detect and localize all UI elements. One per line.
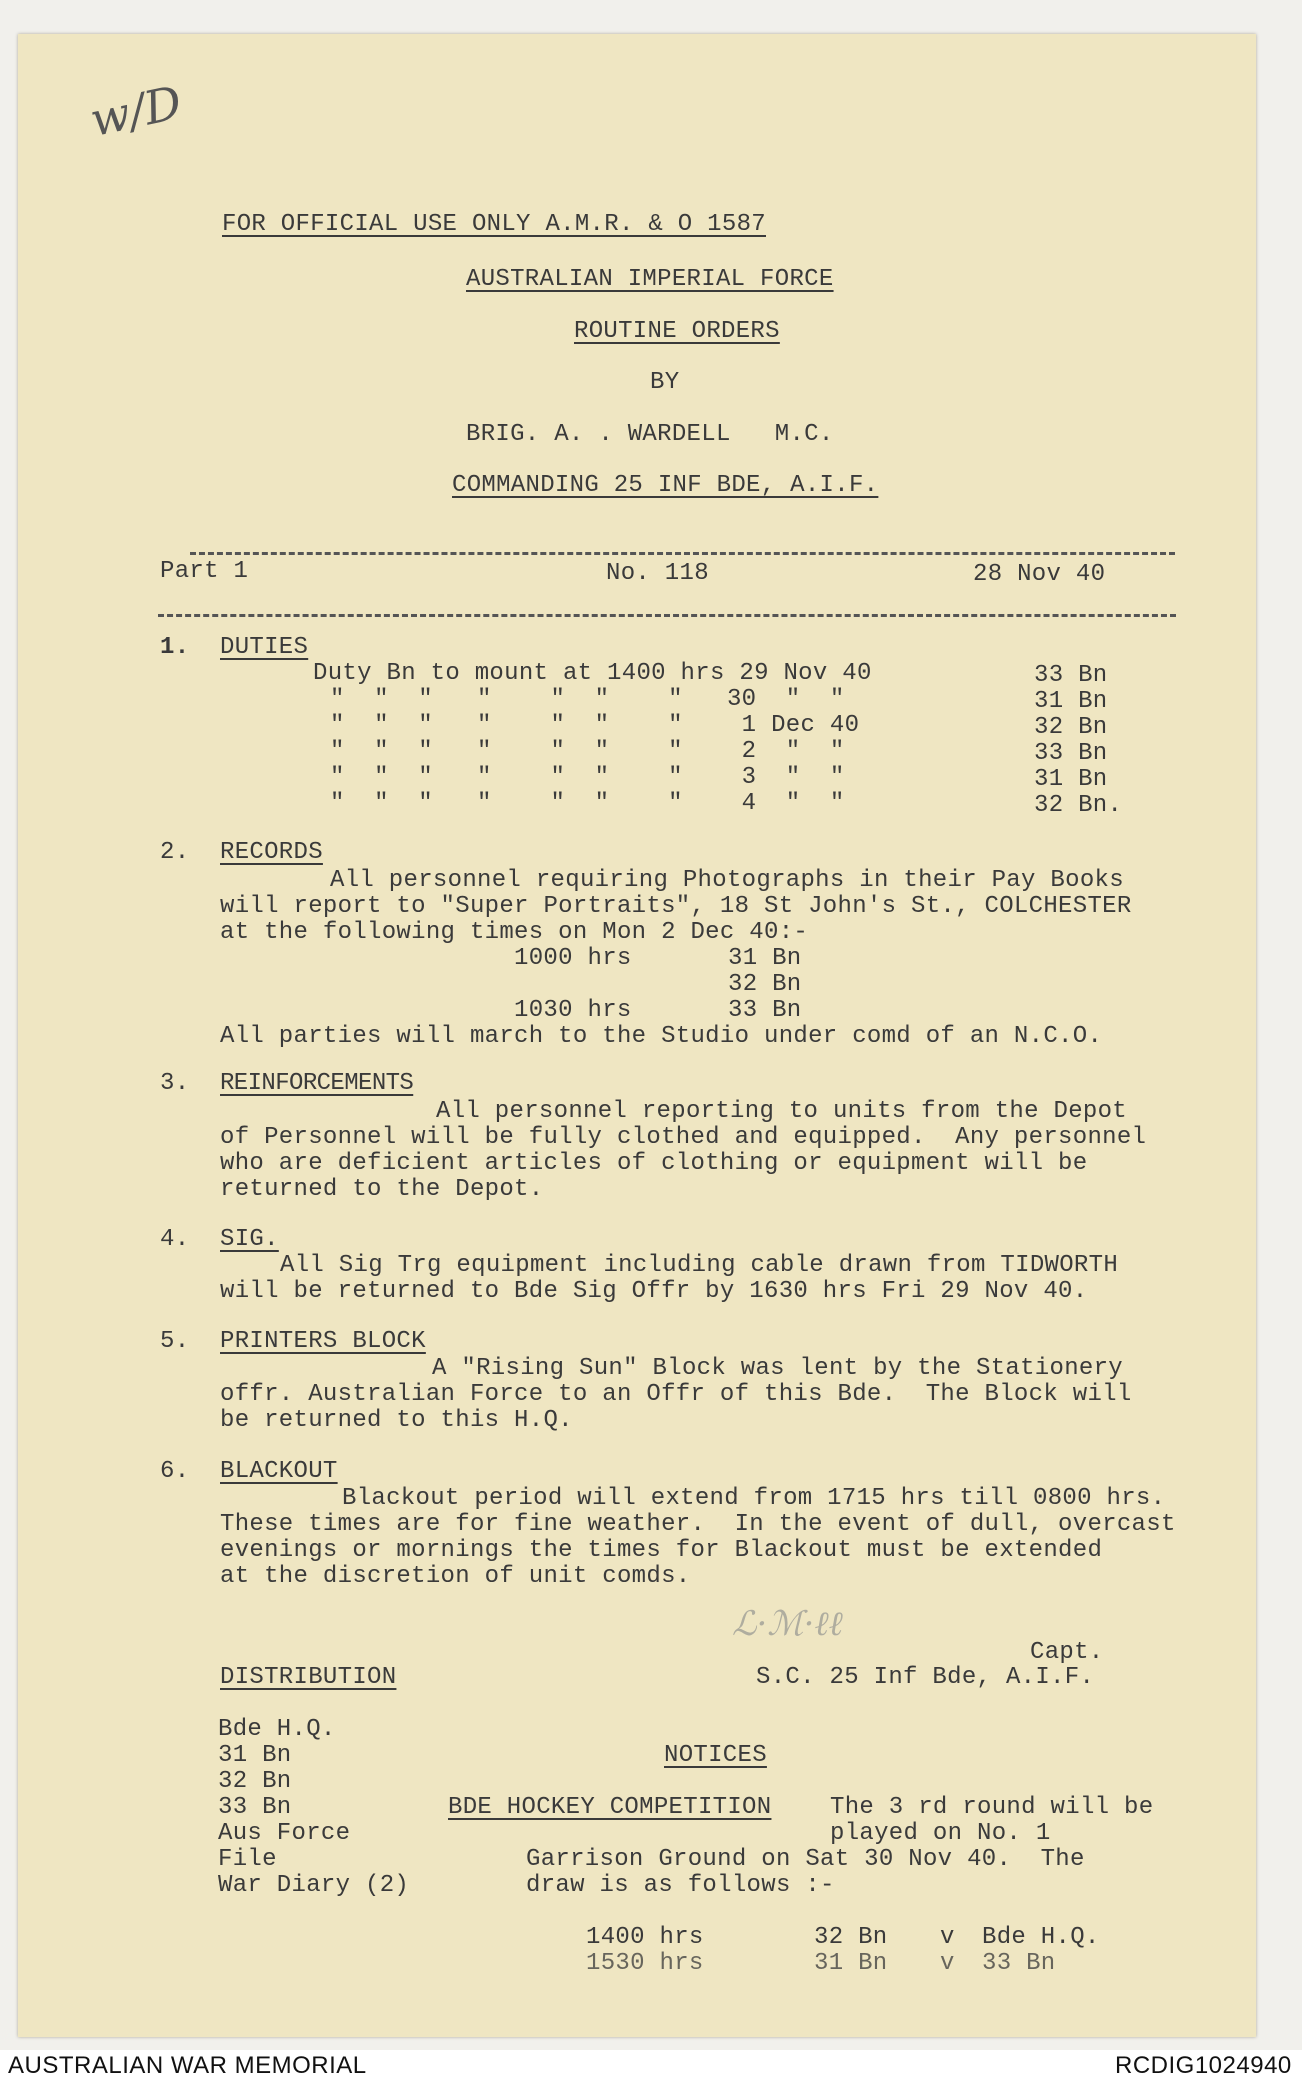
classification-line: FOR OFFICIAL USE ONLY A.M.R. & O 1587 xyxy=(222,211,766,238)
fixture-away: 33 Bn xyxy=(982,1950,1056,1977)
duty-line: " " " " " " " 3 " " xyxy=(330,764,845,791)
handwritten-annotation: w/D xyxy=(85,75,187,147)
signatory-title: S.C. 25 Inf Bde, A.I.F. xyxy=(756,1664,1095,1691)
order-number: No. 118 xyxy=(606,560,709,587)
distribution-item: War Diary (2) xyxy=(218,1872,410,1899)
blackout-line: These times are for fine weather. In the event of dull, overcast xyxy=(220,1511,1176,1538)
orders-title: ROUTINE ORDERS xyxy=(574,318,780,345)
duty-bn: 33 Bn xyxy=(1034,740,1108,767)
distribution-item: Aus Force xyxy=(218,1820,351,1847)
top-divider xyxy=(190,552,1175,555)
distribution-item: 33 Bn xyxy=(218,1794,292,1821)
records-line: All personnel requiring Photographs in their Pay Books xyxy=(330,867,1124,894)
duty-bn: 31 Bn xyxy=(1034,688,1108,715)
section-number: 4. xyxy=(160,1226,190,1253)
records-time: 1000 hrs xyxy=(514,945,632,972)
sig-line: All Sig Trg equipment including cable drawn from TIDWORTH xyxy=(280,1252,1119,1279)
duty-line: Duty Bn to mount at 1400 hrs 29 Nov 40 xyxy=(313,660,872,687)
commander-name: BRIG. A. . WARDELL M.C. xyxy=(466,421,834,448)
force-title: AUSTRALIAN IMPERIAL FORCE xyxy=(466,266,834,293)
fixture-time: 1400 hrs xyxy=(586,1924,704,1951)
records-bn: 33 Bn xyxy=(728,997,802,1024)
handwritten-signature: ℒ·ℳ·ℓℓ xyxy=(732,1604,843,1644)
records-bn: 32 Bn xyxy=(728,971,802,998)
records-time: 1030 hrs xyxy=(514,997,632,1024)
fixture-away: Bde H.Q. xyxy=(982,1924,1100,1951)
distribution-heading: DISTRIBUTION xyxy=(220,1664,397,1691)
section-heading-reinforcements: REINFORCEMENTS xyxy=(220,1070,414,1097)
fixture-home: 31 Bn xyxy=(814,1950,888,1977)
printers-block-line: A "Rising Sun" Block was lent by the Stationery xyxy=(432,1355,1124,1382)
fixture-vs: v xyxy=(940,1924,955,1951)
distribution-item: File xyxy=(218,1846,277,1873)
printers-block-line: be returned to this H.Q. xyxy=(220,1407,573,1434)
notices-line: played on No. 1 xyxy=(830,1820,1051,1847)
fixture-home: 32 Bn xyxy=(814,1924,888,1951)
distribution-item: Bde H.Q. xyxy=(218,1716,336,1743)
duty-bn: 31 Bn xyxy=(1034,766,1108,793)
part-label: Part 1 xyxy=(160,558,249,585)
printers-block-line: offr. Australian Force to an Offr of this Bde. The Block will xyxy=(220,1381,1132,1408)
duty-line: " " " " " " " 2 " " xyxy=(330,738,845,765)
notices-line: draw is as follows :- xyxy=(526,1872,835,1899)
commander-title: COMMANDING 25 INF BDE, A.I.F. xyxy=(452,472,879,499)
reinforcements-line: returned to the Depot. xyxy=(220,1176,544,1203)
duty-line: " " " " " " " 1 Dec 40 xyxy=(330,712,860,739)
section-heading-sig: SIG. xyxy=(220,1226,279,1253)
section-heading-duties: DUTIES xyxy=(220,634,309,661)
blackout-line: Blackout period will extend from 1715 hrs till 0800 hrs. xyxy=(342,1485,1166,1512)
section-number: 5. xyxy=(160,1328,190,1355)
notices-line: The 3 rd round will be xyxy=(830,1794,1154,1821)
bottom-divider xyxy=(158,614,1176,617)
duty-bn: 32 Bn xyxy=(1034,714,1108,741)
sig-line: will be returned to Bde Sig Offr by 1630 hrs Fri 29 Nov 40. xyxy=(220,1278,1088,1305)
records-line: will report to "Super Portraits", 18 St John's St., COLCHESTER xyxy=(220,893,1132,920)
by-line: BY xyxy=(650,369,680,396)
distribution-item: 31 Bn xyxy=(218,1742,292,1769)
signatory-rank: Capt. xyxy=(1030,1639,1104,1666)
reinforcements-line: All personnel reporting to units from the Depot xyxy=(436,1098,1128,1125)
footer-record-id: RCDIG1024940 xyxy=(1115,2052,1292,2079)
section-number: 6. xyxy=(160,1458,190,1485)
notices-heading: NOTICES xyxy=(664,1742,767,1769)
duty-bn: 33 Bn xyxy=(1034,662,1108,689)
distribution-item: 32 Bn xyxy=(218,1768,292,1795)
notices-line: Garrison Ground on Sat 30 Nov 40. The xyxy=(526,1846,1085,1873)
records-line: at the following times on Mon 2 Dec 40:- xyxy=(220,919,809,946)
blackout-line: at the discretion of unit comds. xyxy=(220,1563,691,1590)
duty-line: " " " " " " " 30 " " xyxy=(330,686,845,713)
records-bn: 31 Bn xyxy=(728,945,802,972)
blackout-line: evenings or mornings the times for Blackout must be extended xyxy=(220,1537,1103,1564)
section-number: 3. xyxy=(160,1070,190,1097)
duty-bn: 32 Bn. xyxy=(1034,792,1123,819)
section-heading-printers-block: PRINTERS BLOCK xyxy=(220,1328,426,1355)
records-line: All parties will march to the Studio under comd of an N.C.O. xyxy=(220,1023,1103,1050)
fixture-time: 1530 hrs xyxy=(586,1950,704,1977)
hockey-competition-heading: BDE HOCKEY COMPETITION xyxy=(448,1794,772,1821)
section-number: 2. xyxy=(160,839,190,866)
reinforcements-line: of Personnel will be fully clothed and equipped. Any personnel xyxy=(220,1124,1147,1151)
fixture-vs: v xyxy=(940,1950,955,1977)
order-date: 28 Nov 40 xyxy=(973,561,1106,588)
section-number: 1. xyxy=(160,634,190,661)
reinforcements-line: who are deficient articles of clothing or equipment will be xyxy=(220,1150,1088,1177)
duty-line: " " " " " " " 4 " " xyxy=(330,790,845,817)
footer-archive-name: AUSTRALIAN WAR MEMORIAL xyxy=(8,2052,367,2079)
section-heading-blackout: BLACKOUT xyxy=(220,1458,338,1485)
section-heading-records: RECORDS xyxy=(220,839,323,866)
